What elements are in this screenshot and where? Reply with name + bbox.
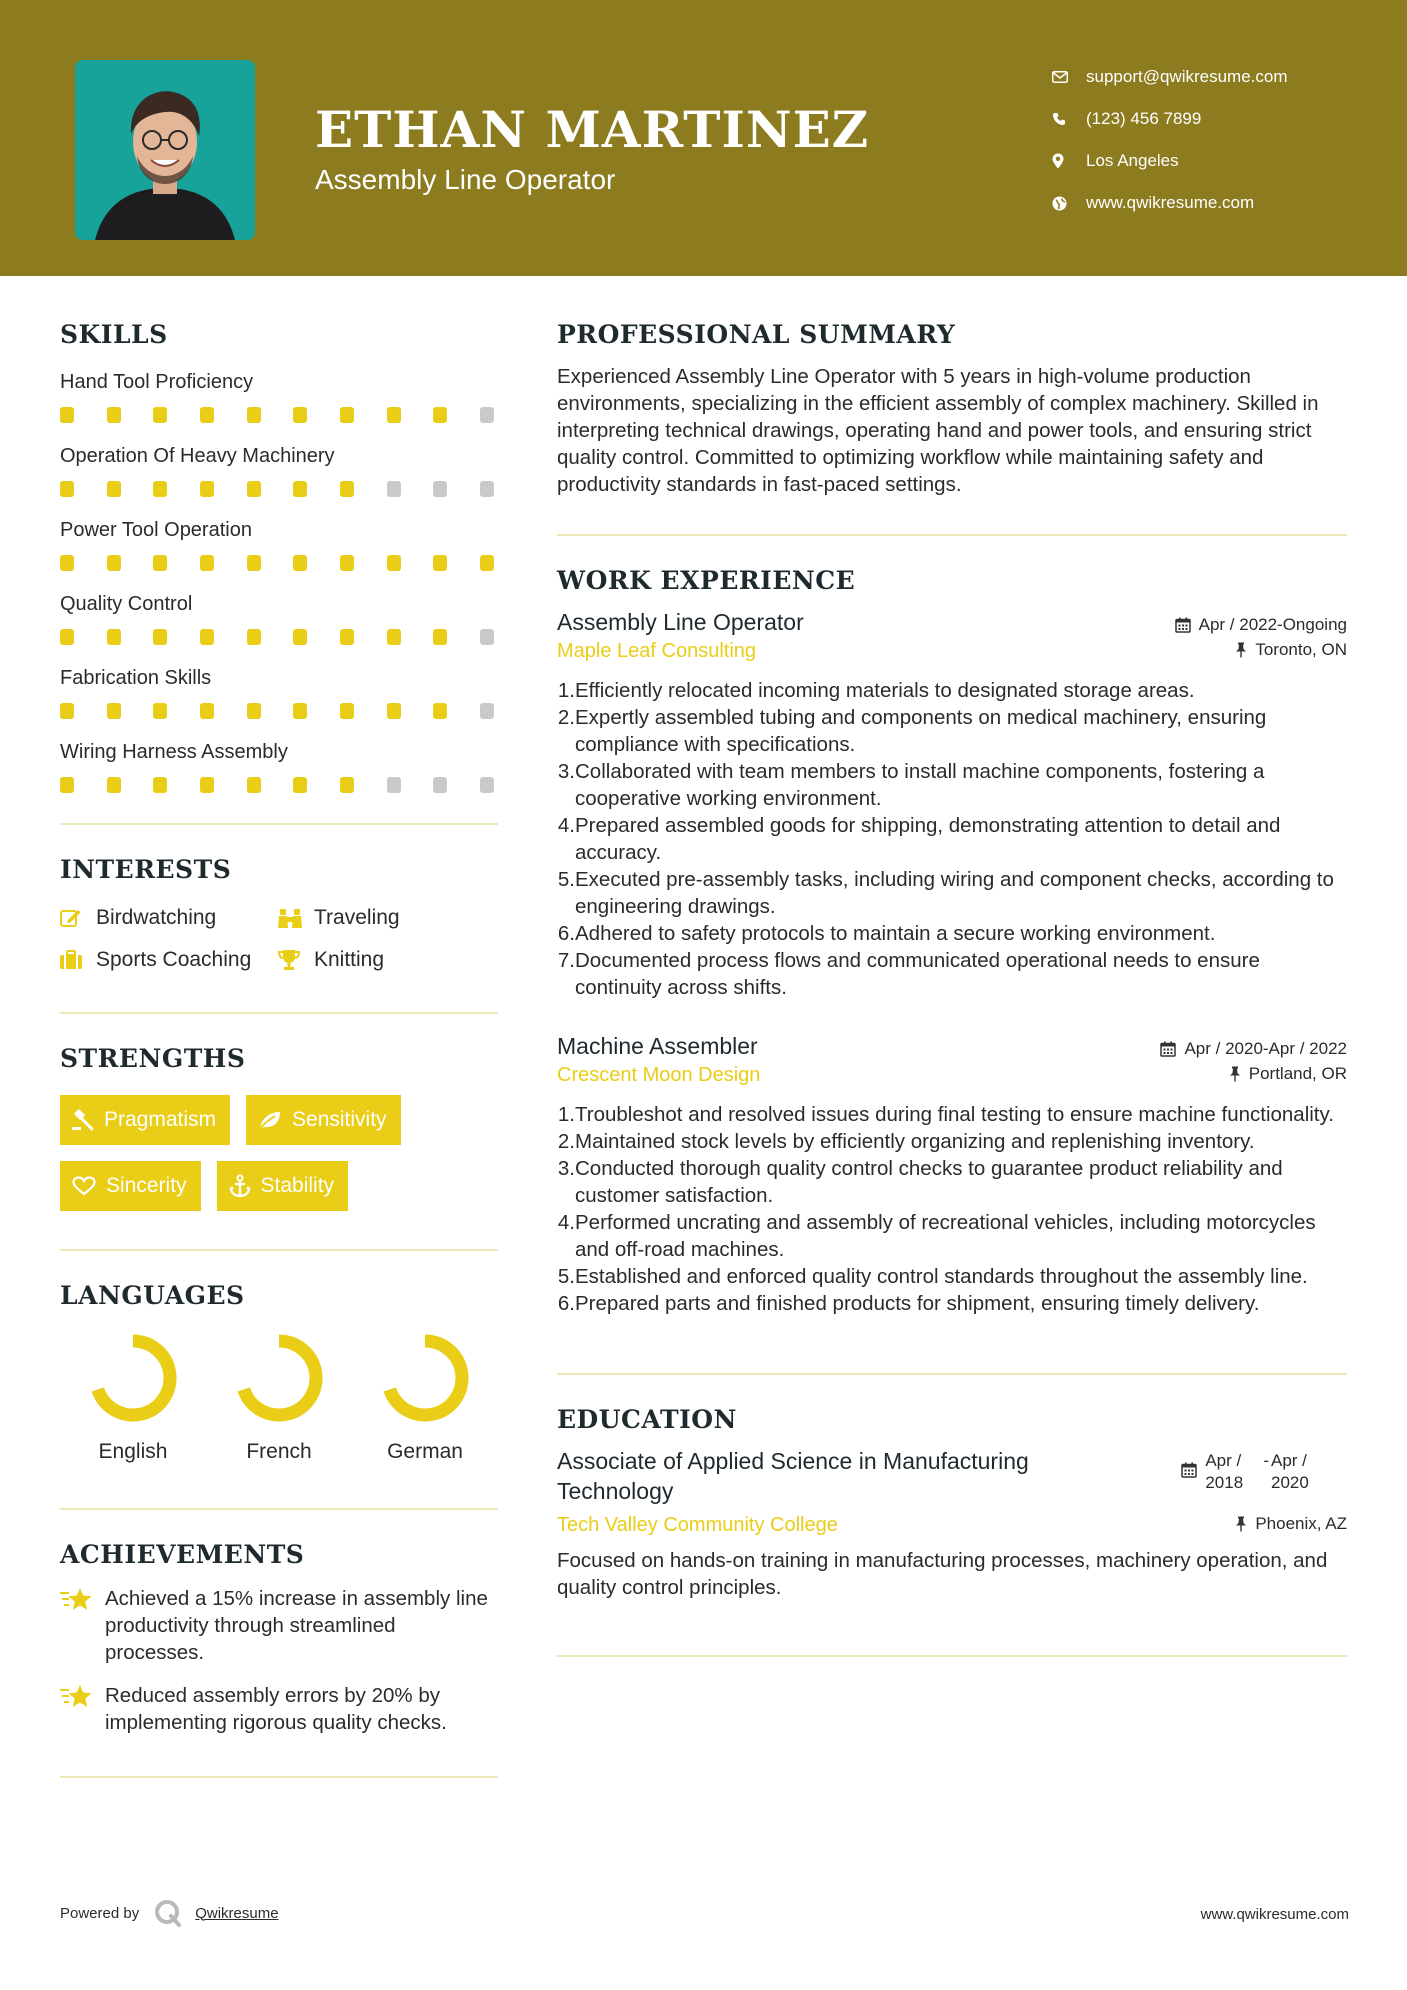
leaf-icon	[258, 1110, 282, 1130]
skill-dot	[247, 407, 261, 423]
date-separator: -	[1263, 1451, 1269, 1470]
skill-dot	[107, 481, 121, 497]
skill-dot	[293, 777, 307, 793]
job-bullets	[557, 1101, 1347, 1317]
list-item: 4. Prepared assembled goods for shipping, demonstrating attention to detail and accuracy.	[557, 814, 1281, 864]
skill-dot	[340, 703, 354, 719]
skill-dot	[60, 703, 74, 719]
strength-label: Pragmatism	[104, 1108, 217, 1131]
phone-icon	[1050, 112, 1086, 126]
skill-dot	[153, 777, 167, 793]
pushpin-icon	[1229, 1066, 1241, 1082]
section-divider	[60, 823, 498, 825]
language-label: French	[246, 1440, 312, 1463]
skill-dot	[247, 555, 261, 571]
list-item: 2. Expertly assembled tubing and components on medical machinery, ensuring compliance with specifications.	[557, 706, 1267, 756]
contact-email[interactable]	[1050, 56, 1380, 98]
skill-dot	[153, 407, 167, 423]
skill-dot	[107, 407, 121, 423]
skill-name: Power Tool Operation	[60, 519, 252, 541]
heart-icon	[72, 1176, 96, 1196]
list-item: 5. Executed pre-assembly tasks, including wiring and component checks, according to engineering drawings.	[557, 868, 1334, 918]
language-item	[206, 1330, 352, 1464]
education-end: Apr / 2020	[1271, 1451, 1309, 1492]
achievement-item	[60, 1682, 498, 1736]
interests-title: INTERESTS	[60, 855, 232, 884]
skill-dot	[480, 629, 494, 645]
skill-dot	[200, 481, 214, 497]
skill-name: Quality Control	[60, 593, 193, 615]
job-title: Assembly Line Operator	[557, 609, 804, 635]
interests-section	[60, 855, 498, 972]
summary-title: PROFESSIONAL SUMMARY	[557, 320, 956, 349]
contact-website[interactable]	[1050, 182, 1380, 224]
strength-badge	[217, 1161, 349, 1211]
strengths-title: STRENGTHS	[60, 1044, 246, 1073]
skill-dot	[60, 481, 74, 497]
skill-dot	[247, 777, 261, 793]
language-item	[60, 1330, 206, 1464]
language-level-ring	[377, 1330, 473, 1426]
skill-dot	[200, 777, 214, 793]
candidate-name: ETHAN MARTINEZ	[315, 100, 870, 159]
skill-dot	[340, 555, 354, 571]
interest-label: Knitting	[314, 948, 385, 971]
skill-dot	[480, 703, 494, 719]
job-dates-text: Apr / 2022-Ongoing	[1198, 615, 1347, 634]
job-subheader	[557, 1064, 1347, 1087]
skill-dot	[107, 629, 121, 645]
job-header	[557, 609, 1347, 636]
skill-item	[60, 663, 498, 737]
job-dates-text: Apr / 2020-Apr / 2022	[1184, 1039, 1347, 1058]
skill-rating	[60, 471, 498, 515]
language-level-ring	[231, 1330, 327, 1426]
language-label: English	[98, 1440, 168, 1463]
education-location	[1235, 1514, 1347, 1534]
skill-item	[60, 515, 498, 589]
list-item: 6. Prepared parts and finished products for shipment, ensuring timely delivery.	[557, 1292, 1260, 1315]
achievement-item	[60, 1585, 498, 1666]
pushpin-icon	[1235, 1516, 1247, 1532]
skill-item	[60, 441, 498, 515]
achievements-list	[60, 1585, 498, 1736]
map-pin-icon	[1050, 153, 1086, 169]
section-divider	[557, 1655, 1347, 1657]
list-item: 7. Documented process flows and communicated operational needs to ensure continuity across shifts.	[557, 949, 1260, 999]
summary-text: Experienced Assembly Line Operator with 5 years in high-volume production environments, specializing in the efficient assembly of complex machinery. Skilled in interpreting technical drawings, operating hand and power tools, and ensuring strict quality control. Committed to optimizing workflow while maintaining safety and productivity standards in fast-paced settings.	[557, 365, 1319, 496]
interest-item	[60, 948, 278, 972]
skills-list	[60, 367, 498, 811]
contact-list	[1050, 56, 1380, 224]
skill-dot	[480, 481, 494, 497]
skill-rating	[60, 397, 498, 441]
skills-section	[60, 320, 498, 811]
skill-dot	[340, 629, 354, 645]
list-item: 1. Troubleshot and resolved issues during final testing to ensure machine functionality.	[557, 1103, 1334, 1126]
list-item: 3. Conducted thorough quality control checks to guarantee product reliability and customer satisfaction.	[557, 1157, 1283, 1207]
interest-label: Sports Coaching	[96, 948, 252, 971]
resume-header	[0, 0, 1407, 276]
skill-dot	[340, 481, 354, 497]
skill-dot	[247, 703, 261, 719]
skill-dot	[433, 555, 447, 571]
list-item: 2. Maintained stock levels by efficiently organizing and replenishing inventory.	[557, 1130, 1255, 1153]
skill-dot	[60, 555, 74, 571]
skill-dot	[107, 777, 121, 793]
job-entry	[557, 1033, 1347, 1317]
skill-dot	[60, 407, 74, 423]
envelope-icon	[1050, 71, 1086, 83]
section-divider	[60, 1776, 498, 1778]
education-location-text: Phoenix, AZ	[1255, 1514, 1347, 1533]
job-entry	[557, 609, 1347, 1001]
contact-email-text: support@qwikresume.com	[1086, 67, 1288, 86]
list-item: 6. Adhered to safety protocols to maintain a secure working environment.	[557, 922, 1216, 945]
skill-dot	[293, 629, 307, 645]
skill-dot	[200, 555, 214, 571]
education-header	[557, 1446, 1347, 1506]
strength-badge	[60, 1095, 230, 1145]
footer-website[interactable]: www.qwikresume.com	[1200, 1906, 1349, 1923]
qwikresume-link[interactable]: Qwikresume	[195, 1904, 279, 1922]
achievement-text: Reduced assembly errors by 20% by implementing rigorous quality checks.	[105, 1684, 447, 1734]
education-subheader	[557, 1514, 1347, 1537]
skill-dot	[340, 407, 354, 423]
skill-dot	[107, 703, 121, 719]
strength-label: Sincerity	[106, 1174, 187, 1197]
interests-list	[60, 906, 498, 972]
contact-location-text: Los Angeles	[1086, 151, 1179, 170]
experience-section	[557, 566, 1347, 1317]
pushpin-icon	[1235, 642, 1247, 658]
list-item: 5. Established and enforced quality control standards throughout the assembly line.	[557, 1265, 1308, 1288]
achievements-section	[60, 1540, 498, 1736]
skill-dot	[153, 703, 167, 719]
job-location-text: Portland, OR	[1248, 1064, 1347, 1083]
education-description: Focused on hands-on training in manufacturing processes, machinery operation, and quality control principles.	[557, 1549, 1328, 1599]
skill-dot	[107, 555, 121, 571]
education-dates	[1181, 1450, 1323, 1494]
section-divider	[60, 1249, 498, 1251]
list-item: 4. Performed uncrating and assembly of recreational vehicles, including motorcycles and off-road machines.	[557, 1211, 1316, 1261]
section-divider	[557, 534, 1347, 536]
binoculars-icon	[278, 907, 314, 929]
trophy-icon	[278, 949, 314, 971]
skill-dot	[153, 629, 167, 645]
skill-dot	[200, 703, 214, 719]
skill-dot	[153, 555, 167, 571]
job-location	[1229, 1064, 1347, 1084]
skills-title: SKILLS	[60, 320, 168, 349]
strength-badge	[60, 1161, 201, 1211]
contact-location	[1050, 140, 1380, 182]
job-location-text: Toronto, ON	[1255, 640, 1347, 659]
strengths-list	[60, 1095, 498, 1211]
language-label: German	[387, 1440, 463, 1463]
interest-item	[278, 906, 478, 930]
skill-dot	[247, 481, 261, 497]
job-location	[1235, 640, 1347, 660]
skill-dot	[480, 407, 494, 423]
briefcase-icon	[60, 950, 96, 970]
strength-label: Stability	[260, 1174, 335, 1197]
experience-title: WORK EXPERIENCE	[557, 566, 856, 595]
powered-by-text: Powered by	[60, 1904, 140, 1922]
skill-dot	[153, 481, 167, 497]
skill-name: Operation Of Heavy Machinery	[60, 445, 335, 467]
skill-dot	[200, 629, 214, 645]
skill-name: Wiring Harness Assembly	[60, 741, 288, 763]
skill-dot	[433, 481, 447, 497]
skill-dot	[293, 407, 307, 423]
education-title: EDUCATION	[557, 1405, 737, 1434]
skill-dot	[433, 629, 447, 645]
skill-dot	[293, 703, 307, 719]
strength-label: Sensitivity	[292, 1108, 387, 1131]
skill-dot	[387, 555, 401, 571]
job-company: Maple Leaf Consulting	[557, 640, 757, 662]
job-subheader	[557, 640, 1347, 663]
job-company: Crescent Moon Design	[557, 1064, 761, 1086]
job-dates	[1160, 1039, 1347, 1059]
contact-website-text: www.qwikresume.com	[1086, 193, 1255, 212]
star-icon	[60, 1585, 105, 1666]
languages-title: LANGUAGES	[60, 1281, 245, 1310]
calendar-icon	[1175, 617, 1191, 633]
skill-rating	[60, 619, 498, 663]
skill-dot	[387, 481, 401, 497]
skill-rating	[60, 693, 498, 737]
job-dates	[1175, 615, 1347, 635]
qwikresume-logo-icon	[153, 1898, 183, 1928]
interest-item	[60, 906, 278, 930]
skill-name: Fabrication Skills	[60, 667, 212, 689]
skill-rating	[60, 767, 498, 811]
achievement-text: Achieved a 15% increase in assembly line productivity through streamlined processes.	[105, 1587, 488, 1664]
job-bullets	[557, 677, 1347, 1001]
pencil-square-icon	[60, 908, 96, 928]
candidate-role: Assembly Line Operator	[315, 164, 616, 195]
section-divider	[60, 1508, 498, 1510]
skill-dot	[247, 629, 261, 645]
skill-name: Hand Tool Proficiency	[60, 371, 254, 393]
globe-icon	[1050, 196, 1086, 211]
summary-section	[557, 320, 1347, 498]
contact-phone-text: (123) 456 7899	[1086, 109, 1202, 128]
left-column	[60, 320, 498, 1778]
skill-dot	[293, 481, 307, 497]
skill-dot	[340, 777, 354, 793]
right-column	[557, 320, 1347, 1657]
section-divider	[557, 1373, 1347, 1375]
language-level-ring	[85, 1330, 181, 1426]
avatar	[75, 60, 255, 240]
strength-badge	[246, 1095, 401, 1145]
contact-phone[interactable]	[1050, 98, 1380, 140]
interest-label: Birdwatching	[96, 906, 217, 929]
skill-item	[60, 589, 498, 663]
education-start: Apr / 2018	[1205, 1451, 1244, 1492]
skill-item	[60, 737, 498, 811]
education-school: Tech Valley Community College	[557, 1514, 838, 1536]
list-item: 1. Efficiently relocated incoming materials to designated storage areas.	[557, 679, 1195, 702]
skill-rating	[60, 545, 498, 589]
skill-dot	[480, 555, 494, 571]
gavel-icon	[72, 1109, 94, 1131]
footer-powered-by	[60, 1898, 279, 1928]
interest-label: Traveling	[314, 906, 400, 929]
skill-item	[60, 367, 498, 441]
anchor-icon	[229, 1174, 251, 1198]
skill-dot	[293, 555, 307, 571]
skill-dot	[387, 407, 401, 423]
language-item	[352, 1330, 498, 1464]
skill-dot	[60, 629, 74, 645]
job-header	[557, 1033, 1347, 1060]
skill-dot	[433, 703, 447, 719]
education-section	[557, 1405, 1347, 1601]
skill-dot	[480, 777, 494, 793]
skill-dot	[433, 777, 447, 793]
section-divider	[60, 1012, 498, 1014]
star-icon	[60, 1682, 105, 1736]
skill-dot	[433, 407, 447, 423]
profile-photo	[75, 60, 255, 240]
job-title: Machine Assembler	[557, 1033, 758, 1059]
education-degree: Associate of Applied Science in Manufacturing Technology	[557, 1448, 1029, 1504]
interest-item	[278, 948, 478, 972]
achievements-title: ACHIEVEMENTS	[60, 1540, 305, 1569]
strengths-section	[60, 1044, 498, 1211]
skill-dot	[200, 407, 214, 423]
languages-section	[60, 1281, 498, 1464]
languages-list	[60, 1330, 498, 1464]
skill-dot	[387, 777, 401, 793]
calendar-icon	[1160, 1041, 1176, 1057]
calendar-icon	[1181, 1462, 1197, 1478]
skill-dot	[60, 777, 74, 793]
skill-dot	[387, 703, 401, 719]
skill-dot	[387, 629, 401, 645]
list-item: 3. Collaborated with team members to install machine components, fostering a cooperative working environment.	[557, 760, 1265, 810]
